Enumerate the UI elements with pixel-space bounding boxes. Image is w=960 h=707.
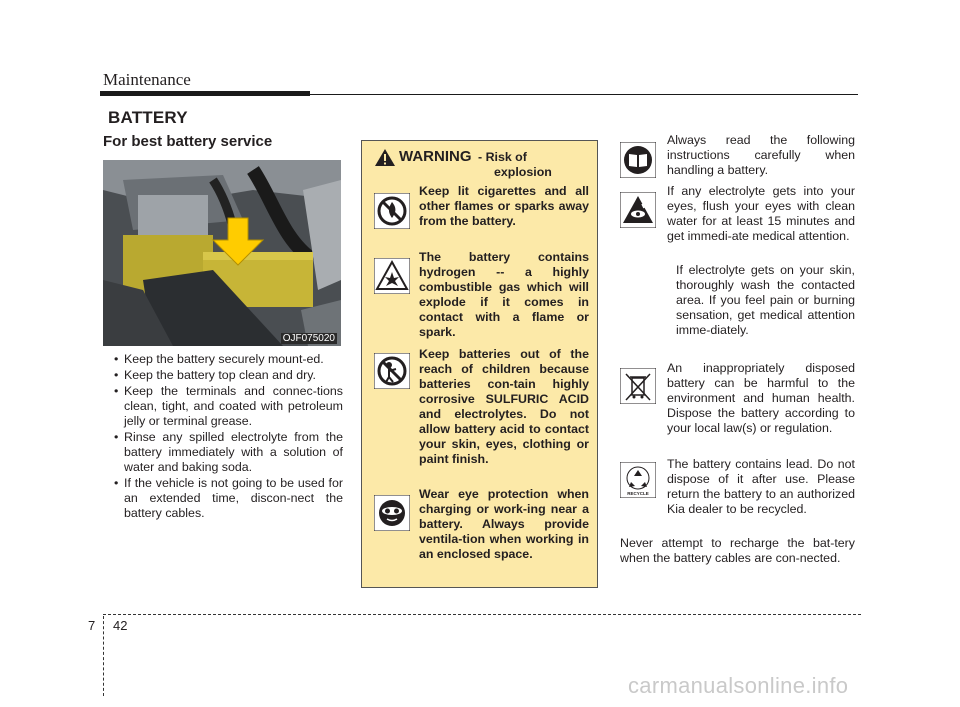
battery-photo	[103, 160, 341, 346]
eye-protection-icon	[374, 495, 410, 531]
no-flame-icon	[374, 193, 410, 229]
engine-bay-illustration	[103, 160, 341, 346]
recycle-icon	[620, 462, 656, 498]
warning-item-flames: Keep lit cigarettes and all other flames or sparks away from the battery.	[419, 184, 589, 228]
keep-away-children-icon	[374, 353, 410, 389]
header-section-title: Maintenance	[103, 70, 191, 89]
chapter-number: 7	[88, 618, 96, 633]
recycle-label: RECYCLE	[627, 491, 649, 496]
warning-subtitle-2: explosion	[494, 165, 552, 179]
list-item: • If the vehicle is not going to be used for an extended time, discon-nect the battery cables.	[114, 476, 343, 520]
explosion-icon	[374, 258, 410, 294]
header-rule-thin	[310, 94, 858, 95]
no-trash-bin-icon	[620, 368, 656, 404]
page-number: 42	[113, 618, 128, 633]
list-item: • Keep the battery securely mount-ed.	[114, 352, 324, 366]
list-item: • Keep the terminals and connec-tions clean, tight, and coated with petroleum jelly or terminal grease.	[114, 384, 343, 428]
footer-rule	[103, 614, 861, 615]
section-title: BATTERY	[108, 108, 188, 127]
footer-divider	[103, 616, 104, 696]
warning-item-eye-protection: Wear eye protection when charging or work-ing near a battery. Always provide ventila-tion when working in an enclosed space.	[419, 487, 589, 561]
photo-code: OJF075020	[282, 333, 335, 344]
warning-triangle-icon	[374, 148, 396, 167]
lead-recycle-text: The battery contains lead. Do not dispose of it after use. Please return the battery to an authorized Kia dealer to be recycled.	[667, 457, 855, 516]
never-recharge-text: Never attempt to recharge the bat-tery when the battery cables are con-nected.	[620, 536, 855, 565]
warning-box	[361, 140, 598, 588]
warning-item-hydrogen: The battery contains hydrogen -- a highly combustible gas which will explode if it comes in contact with a flame or spark.	[419, 250, 589, 339]
eye-electrolyte-text: If any electrolyte gets into your eyes, flush your eyes with clean water for at least 15 minutes and get immedi-ate medical attention.	[667, 184, 855, 243]
warning-item-children: Keep batteries out of the reach of children because batteries con-tain highly corrosive SULFURIC ACID and electrolytes. Do not allow battery acid to contact your skin, eyes, clothing or paint finish.	[419, 347, 589, 466]
skin-electrolyte-text: If electrolyte gets on your skin, thoroughly wash the contacted area. If you feel pain or burning sensation, get medical attention imme-diately.	[676, 263, 855, 337]
list-item: • Keep the battery top clean and dry.	[114, 368, 316, 382]
service-bullet-list	[103, 352, 343, 522]
read-instructions-text: Always read the following instructions carefully when handling a battery.	[667, 133, 855, 177]
list-item: • Rinse any spilled electrolyte from the battery immediately with a solution of water and baking soda.	[114, 430, 343, 474]
eye-flush-icon	[620, 192, 656, 228]
watermark: carmanualsonline.info	[628, 673, 849, 698]
read-manual-icon	[620, 142, 656, 178]
header-rule-thick	[100, 91, 310, 96]
warning-label: WARNING	[399, 148, 472, 165]
dispose-text: An inappropriately disposed battery can be harmful to the environment and human health. Dispose the battery according to your local law(s) or regulation.	[667, 361, 855, 435]
warning-subtitle: - Risk of	[478, 150, 527, 164]
subsection-title: For best battery service	[103, 133, 273, 150]
